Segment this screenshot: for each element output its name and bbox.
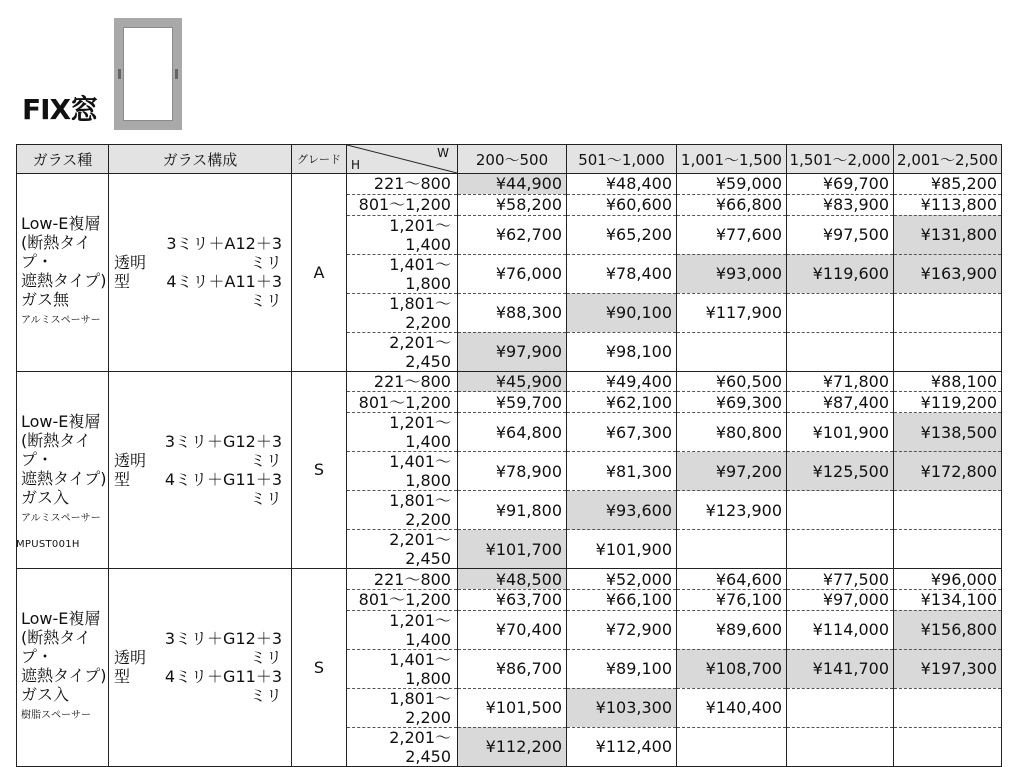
height-range-cell: 1,401〜1,800 bbox=[347, 452, 458, 491]
header-width-3: 1,501〜2,000 bbox=[787, 145, 894, 174]
price-cell: ¥87,400 bbox=[787, 392, 894, 413]
header-width-1: 501〜1,000 bbox=[567, 145, 677, 174]
price-cell: ¥163,900 bbox=[894, 254, 1002, 293]
price-cell: ¥69,300 bbox=[677, 392, 787, 413]
price-cell: ¥93,600 bbox=[567, 491, 677, 530]
price-cell: ¥119,600 bbox=[787, 254, 894, 293]
price-cell: ¥48,500 bbox=[458, 569, 567, 590]
price-cell: ¥81,300 bbox=[567, 452, 677, 491]
price-cell: ¥52,000 bbox=[567, 569, 677, 590]
price-cell: ¥59,700 bbox=[458, 392, 567, 413]
price-cell: ¥131,800 bbox=[894, 215, 1002, 254]
price-cell: ¥125,500 bbox=[787, 452, 894, 491]
header-grade: グレード bbox=[292, 145, 347, 174]
height-range-cell: 1,801〜2,200 bbox=[347, 293, 458, 332]
price-cell: ¥80,800 bbox=[677, 413, 787, 452]
glass-pattern-label: 透明 bbox=[114, 648, 147, 668]
height-range-cell: 2,201〜2,450 bbox=[347, 332, 458, 371]
glass-pattern-label: 型 bbox=[114, 469, 131, 489]
price-cell: ¥172,800 bbox=[894, 452, 1002, 491]
glass-composition-line: 4ミリ＋G11＋3ミリ bbox=[164, 667, 282, 706]
price-cell: ¥97,000 bbox=[787, 589, 894, 610]
price-cell: ¥66,100 bbox=[567, 589, 677, 610]
glass-pattern-label: 透明 bbox=[114, 253, 147, 273]
price-cell bbox=[787, 332, 894, 371]
header-wh-diagonal bbox=[347, 145, 458, 174]
price-cell: ¥65,200 bbox=[567, 215, 677, 254]
glass-type-line: (断熱タイプ・ bbox=[21, 233, 91, 272]
price-cell bbox=[787, 688, 894, 727]
price-cell: ¥67,300 bbox=[567, 413, 677, 452]
height-range-cell: 2,201〜2,450 bbox=[347, 530, 458, 569]
price-cell: ¥97,500 bbox=[787, 215, 894, 254]
height-range-cell: 1,201〜1,400 bbox=[347, 413, 458, 452]
price-cell: ¥134,100 bbox=[894, 589, 1002, 610]
glass-composition-line: 4ミリ＋G11＋3ミリ bbox=[164, 469, 282, 508]
price-cell: ¥141,700 bbox=[787, 649, 894, 688]
glass-type-line: (断熱タイプ・ bbox=[21, 430, 91, 469]
price-cell: ¥114,000 bbox=[787, 610, 894, 649]
table-row bbox=[17, 174, 1002, 195]
price-cell: ¥93,000 bbox=[677, 254, 787, 293]
price-cell: ¥88,300 bbox=[458, 293, 567, 332]
price-cell: ¥77,600 bbox=[677, 215, 787, 254]
price-cell bbox=[894, 727, 1002, 766]
price-cell: ¥62,100 bbox=[567, 392, 677, 413]
price-cell: ¥156,800 bbox=[894, 610, 1002, 649]
price-cell: ¥72,900 bbox=[567, 610, 677, 649]
glass-type-cell bbox=[17, 569, 109, 767]
price-cell: ¥140,400 bbox=[677, 688, 787, 727]
glass-composition-line: 3ミリ＋G12＋3ミリ bbox=[164, 431, 282, 470]
price-cell bbox=[894, 530, 1002, 569]
price-cell: ¥62,700 bbox=[458, 215, 567, 254]
price-cell bbox=[677, 727, 787, 766]
price-cell: ¥45,900 bbox=[458, 371, 567, 392]
height-range-cell: 221〜800 bbox=[347, 569, 458, 590]
price-cell bbox=[787, 491, 894, 530]
glass-type-cell bbox=[17, 174, 109, 372]
price-cell: ¥97,200 bbox=[677, 452, 787, 491]
price-cell: ¥77,500 bbox=[787, 569, 894, 590]
price-cell: ¥112,200 bbox=[458, 727, 567, 766]
price-cell bbox=[677, 530, 787, 569]
header-h-label: H bbox=[351, 158, 361, 172]
height-range-cell: 221〜800 bbox=[347, 174, 458, 195]
glass-composition-line: 3ミリ＋G12＋3ミリ bbox=[164, 629, 282, 668]
price-cell: ¥89,600 bbox=[677, 610, 787, 649]
price-cell: ¥101,700 bbox=[458, 530, 567, 569]
grade-cell: A bbox=[292, 174, 347, 372]
price-cell: ¥101,500 bbox=[458, 688, 567, 727]
spacer-label: 樹脂スペーサー bbox=[21, 710, 91, 722]
price-cell: ¥60,500 bbox=[677, 371, 787, 392]
price-cell: ¥76,000 bbox=[458, 254, 567, 293]
price-cell: ¥83,900 bbox=[787, 194, 894, 215]
price-cell: ¥96,000 bbox=[894, 569, 1002, 590]
header-width-0: 200〜500 bbox=[458, 145, 567, 174]
price-cell: ¥112,400 bbox=[567, 727, 677, 766]
price-cell: ¥101,900 bbox=[787, 413, 894, 452]
glass-composition-cell bbox=[109, 371, 292, 569]
header-glass-type: ガラス種 bbox=[17, 145, 109, 174]
glass-composition-line: 3ミリ＋A12＋3ミリ bbox=[166, 234, 282, 273]
glass-type-line: 遮熱タイプ) bbox=[21, 468, 107, 488]
price-cell: ¥97,900 bbox=[458, 332, 567, 371]
price-cell: ¥113,800 bbox=[894, 194, 1002, 215]
price-cell: ¥103,300 bbox=[567, 688, 677, 727]
price-cell: ¥78,900 bbox=[458, 452, 567, 491]
price-cell: ¥88,100 bbox=[894, 371, 1002, 392]
glass-composition-cell bbox=[109, 174, 292, 372]
header-w-label: W bbox=[437, 146, 449, 160]
price-cell: ¥76,100 bbox=[677, 589, 787, 610]
price-cell: ¥101,900 bbox=[567, 530, 677, 569]
price-cell bbox=[894, 688, 1002, 727]
price-cell: ¥71,800 bbox=[787, 371, 894, 392]
price-cell bbox=[894, 293, 1002, 332]
height-range-cell: 2,201〜2,450 bbox=[347, 727, 458, 766]
price-cell: ¥78,400 bbox=[567, 254, 677, 293]
price-cell bbox=[894, 332, 1002, 371]
height-range-cell: 1,801〜2,200 bbox=[347, 491, 458, 530]
glass-type-line: 遮熱タイプ) bbox=[21, 271, 107, 291]
price-cell: ¥58,200 bbox=[458, 194, 567, 215]
height-range-cell: 1,401〜1,800 bbox=[347, 254, 458, 293]
price-cell: ¥138,500 bbox=[894, 413, 1002, 452]
spacer-label: アルミスペーサー bbox=[21, 315, 101, 327]
price-table bbox=[16, 144, 1002, 767]
price-cell: ¥85,200 bbox=[894, 174, 1002, 195]
height-range-cell: 1,401〜1,800 bbox=[347, 649, 458, 688]
price-cell: ¥119,200 bbox=[894, 392, 1002, 413]
price-cell: ¥98,100 bbox=[567, 332, 677, 371]
table-row bbox=[17, 569, 1002, 590]
price-cell: ¥89,100 bbox=[567, 649, 677, 688]
spacer-label: アルミスペーサー bbox=[21, 512, 101, 524]
price-cell: ¥64,800 bbox=[458, 413, 567, 452]
height-range-cell: 1,201〜1,400 bbox=[347, 215, 458, 254]
header-width-4: 2,001〜2,500 bbox=[894, 145, 1002, 174]
price-cell: ¥197,300 bbox=[894, 649, 1002, 688]
page-title: FIX窓 bbox=[22, 93, 98, 126]
glass-type-line: (断熱タイプ・ bbox=[21, 628, 91, 667]
price-cell bbox=[894, 491, 1002, 530]
glass-pattern-label: 型 bbox=[114, 272, 131, 292]
height-range-cell: 801〜1,200 bbox=[347, 589, 458, 610]
grade-cell: S bbox=[292, 371, 347, 569]
footer-code: MPUST001H bbox=[16, 539, 80, 550]
price-cell: ¥63,700 bbox=[458, 589, 567, 610]
price-cell: ¥60,600 bbox=[567, 194, 677, 215]
height-range-cell: 221〜800 bbox=[347, 371, 458, 392]
price-cell: ¥49,400 bbox=[567, 371, 677, 392]
glass-type-line: Low-E複層 bbox=[21, 411, 101, 431]
price-cell bbox=[677, 332, 787, 371]
glass-type-line: Low-E複層 bbox=[21, 214, 101, 234]
price-cell bbox=[787, 530, 894, 569]
price-cell bbox=[787, 727, 894, 766]
price-cell: ¥66,800 bbox=[677, 194, 787, 215]
header-glass-composition: ガラス構成 bbox=[109, 145, 292, 174]
table-row bbox=[17, 371, 1002, 392]
price-cell: ¥91,800 bbox=[458, 491, 567, 530]
price-cell: ¥69,700 bbox=[787, 174, 894, 195]
height-range-cell: 801〜1,200 bbox=[347, 194, 458, 215]
glass-type-line: 遮熱タイプ) bbox=[21, 666, 107, 686]
height-range-cell: 801〜1,200 bbox=[347, 392, 458, 413]
glass-composition-line: 4ミリ＋A11＋3ミリ bbox=[166, 272, 282, 311]
price-cell: ¥44,900 bbox=[458, 174, 567, 195]
price-cell: ¥86,700 bbox=[458, 649, 567, 688]
fix-window-icon bbox=[114, 18, 182, 130]
price-cell: ¥90,100 bbox=[567, 293, 677, 332]
glass-type-line: ガス入 bbox=[21, 487, 70, 507]
glass-type-line: Low-E複層 bbox=[21, 609, 101, 629]
grade-cell: S bbox=[292, 569, 347, 767]
price-cell: ¥48,400 bbox=[567, 174, 677, 195]
glass-type-line: ガス無 bbox=[21, 290, 70, 310]
glass-type-line: ガス入 bbox=[21, 685, 70, 705]
height-range-cell: 1,801〜2,200 bbox=[347, 688, 458, 727]
header-row bbox=[17, 145, 1002, 174]
price-cell bbox=[787, 293, 894, 332]
price-cell: ¥59,000 bbox=[677, 174, 787, 195]
price-cell: ¥123,900 bbox=[677, 491, 787, 530]
price-cell: ¥117,900 bbox=[677, 293, 787, 332]
price-cell: ¥108,700 bbox=[677, 649, 787, 688]
glass-composition-cell bbox=[109, 569, 292, 767]
glass-pattern-label: 透明 bbox=[114, 450, 147, 470]
header-width-2: 1,001〜1,500 bbox=[677, 145, 787, 174]
price-cell: ¥70,400 bbox=[458, 610, 567, 649]
price-cell: ¥64,600 bbox=[677, 569, 787, 590]
glass-pattern-label: 型 bbox=[114, 667, 131, 687]
height-range-cell: 1,201〜1,400 bbox=[347, 610, 458, 649]
